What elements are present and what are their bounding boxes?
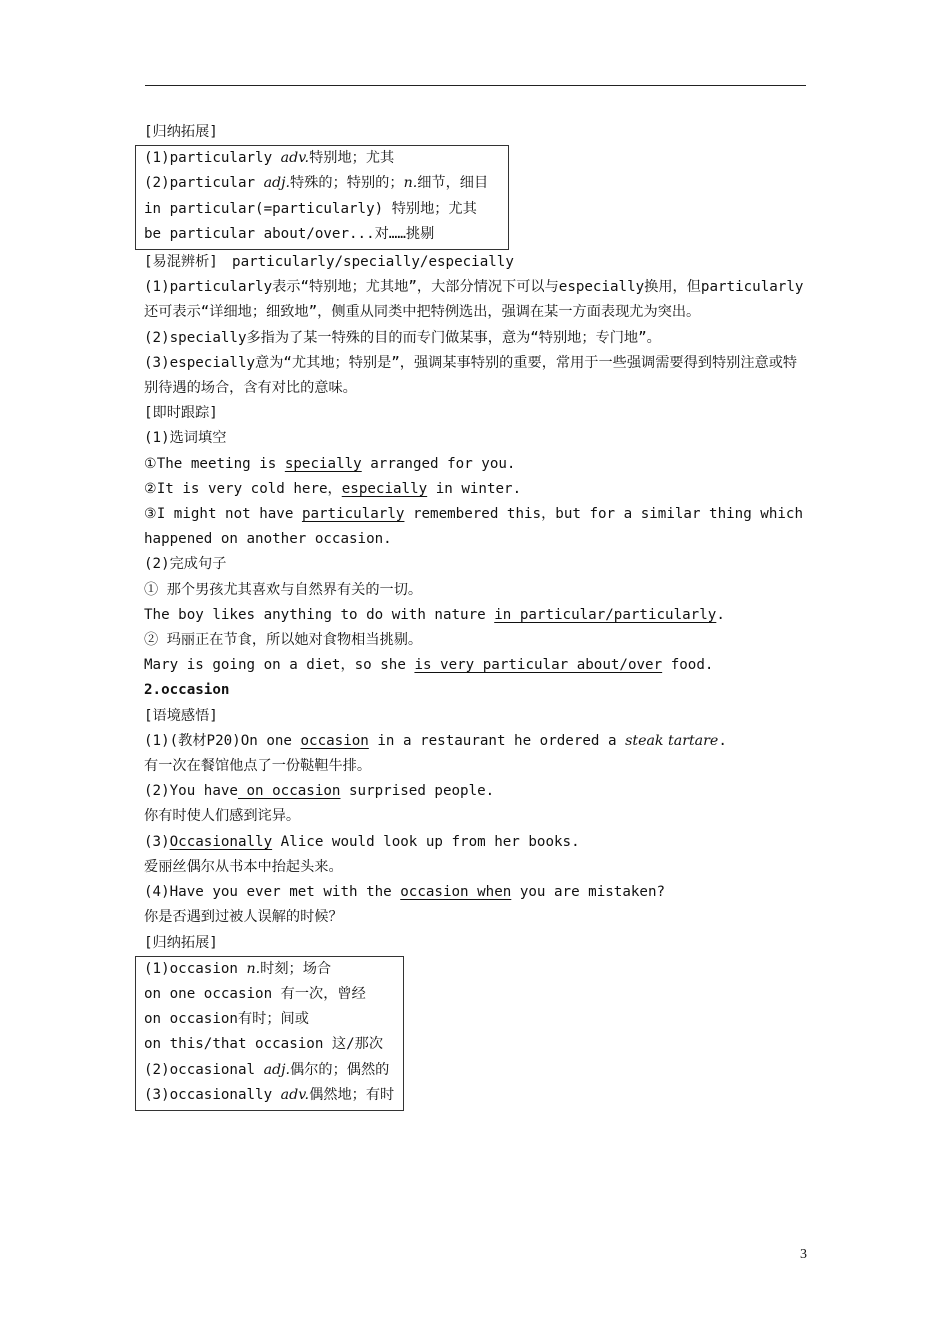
complete-heading: (2)完成句子 bbox=[144, 556, 227, 573]
section-title-occasion: 2.occasion bbox=[144, 682, 230, 699]
box-line: on this/that occasion 这/那次 bbox=[144, 1036, 384, 1053]
box-line: (1)particularly adv.特别地；尤其 bbox=[144, 150, 395, 167]
example-sentence: (1)(教材P20)On one occasion in a restaurant he ordered a steak tartare. bbox=[144, 732, 727, 749]
fill-sentence: ③I might not have particularly remembered this，but for a similar thing which happened on another occasion. bbox=[144, 506, 803, 548]
compare-item: (2)specially多指为了某一特殊的目的而专门做某事，意为“特别地；专门地”。 bbox=[144, 329, 661, 346]
fill-sentence: ①The meeting is specially arranged for you. bbox=[144, 455, 516, 472]
compare-item: (3)especially意为“尤其地；特别是”，强调某事特别的重要，常用于一些强调需要得到特别注意或特别待遇的场合，含有对比的意味。 bbox=[144, 354, 798, 397]
expansion-heading: [归纳拓展] bbox=[144, 934, 218, 951]
complete-sentence: The boy likes anything to do with nature in particular/particularly. bbox=[144, 606, 725, 623]
fill-sentence: ②It is very cold here，especially in winter. bbox=[144, 480, 522, 497]
expansion-box-occasion bbox=[135, 956, 404, 1111]
compare-item: (1)particularly表示“特别地；尤其地”，大部分情况下可以与especially换用，但particularly还可表示“详细地；细致地”，侧重从同类中把特例选出，强调在某一方面表现尤为突出。 bbox=[144, 279, 804, 321]
header-rule bbox=[145, 85, 806, 86]
practice-heading: [即时跟踪] bbox=[144, 405, 218, 422]
compare-heading: [易混辨析] particularly/specially/especially bbox=[144, 254, 514, 271]
answer: is very particular about/over bbox=[414, 657, 663, 674]
chinese-prompt: ② 玛丽正在节食，所以她对食物相当挑剔。 bbox=[144, 632, 423, 649]
expansion-heading: [归纳拓展] bbox=[144, 124, 218, 140]
chinese-prompt: ① 那个男孩尤其喜欢与自然界有关的一切。 bbox=[144, 581, 423, 598]
box-line: on one occasion 有一次，曾经 bbox=[144, 985, 366, 1002]
example-sentence: (4)Have you ever met with the occasion when you are mistaken? bbox=[144, 884, 666, 901]
box-line: (2)occasional adj.偶尔的；偶然的 bbox=[144, 1061, 390, 1078]
box-line: (1)occasion n.时刻；场合 bbox=[144, 960, 332, 977]
fill-heading: (1)选词填空 bbox=[144, 430, 227, 447]
example-sentence: (3)Occasionally Alice would look up from her books. bbox=[144, 833, 580, 850]
box-line: be particular about/over...对……挑剔 bbox=[144, 225, 435, 242]
answer: especially bbox=[341, 480, 428, 497]
answer: in particular/particularly bbox=[494, 606, 717, 623]
answer: specially bbox=[284, 455, 362, 472]
example-translation: 有一次在餐馆他点了一份鞑靼牛排。 bbox=[144, 758, 372, 775]
example-translation: 你是否遇到过被人误解的时候？ bbox=[144, 909, 343, 926]
context-heading: [语境感悟] bbox=[144, 707, 218, 724]
box-line: on occasion有时；间或 bbox=[144, 1011, 309, 1028]
example-sentence: (2)You have on occasion surprised people. bbox=[144, 783, 495, 800]
answer: particularly bbox=[301, 506, 405, 523]
complete-sentence: Mary is going on a diet，so she is very particular about/over food. bbox=[144, 657, 714, 674]
box-line: in particular(=particularly) 特别地；尤其 bbox=[144, 200, 477, 217]
page-content bbox=[144, 120, 808, 1111]
page-number: 3 bbox=[800, 1247, 807, 1262]
example-translation: 爱丽丝偶尔从书本中抬起头来。 bbox=[144, 858, 343, 875]
expansion-box-particular bbox=[135, 145, 509, 250]
box-line: (3)occasionally adv.偶然地；有时 bbox=[144, 1086, 395, 1103]
box-line: (2)particular adj.特殊的；特别的；n.细节，细目 bbox=[144, 175, 489, 192]
example-translation: 你有时使人们感到诧异。 bbox=[144, 808, 301, 825]
